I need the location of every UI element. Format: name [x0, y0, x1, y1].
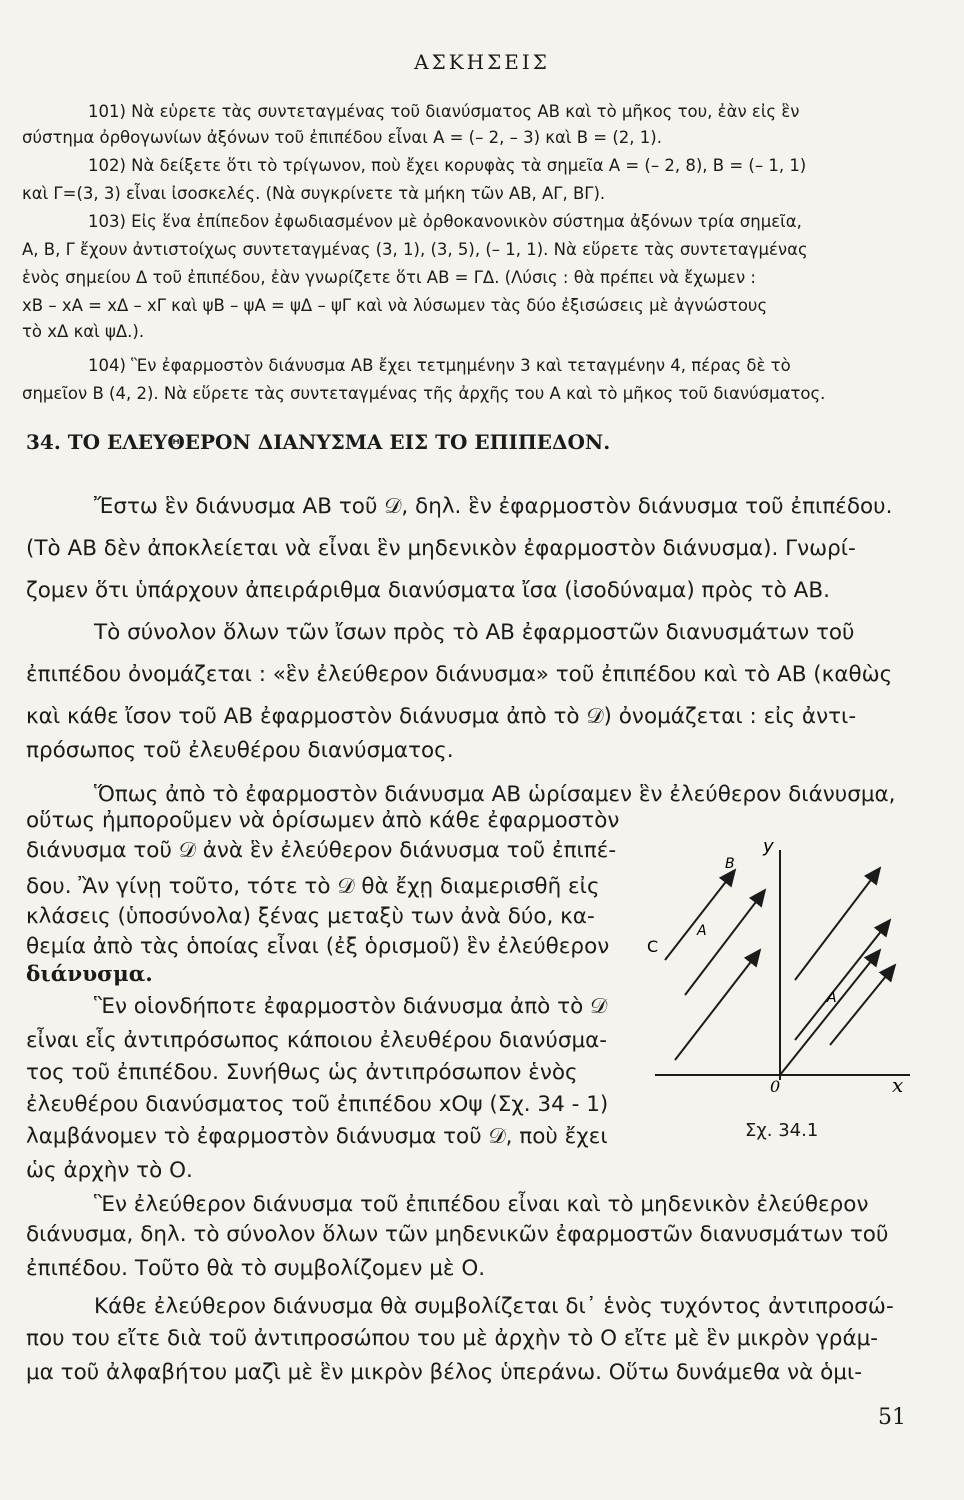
body-line-4: Τὸ σύνολον ὅλων τῶν ἴσων πρὸς τὸ ΑΒ ἐφαρμοστῶν διανυσμάτων τοῦ	[94, 620, 855, 645]
body-line-22: διάνυσμα, δηλ. τὸ σύνολον ὅλων τῶν μηδενικῶν ἐφαρμοστῶν διανυσμάτων τοῦ	[26, 1222, 889, 1247]
body-line-5: ἐπιπέδου ὀνομάζεται : «ἓν ἐλεύθερον διάνυσμα» τοῦ ἐπιπέδου καὶ τὸ ΑΒ (καθὼς	[26, 662, 893, 687]
body-line-15: Ἓν οἱονδήποτε ἐφαρμοστὸν διάνυσμα ἀπὸ τὸ 𝒟	[94, 994, 608, 1019]
axis-label-y: y	[763, 836, 774, 857]
exercise-102-line-2: καὶ Γ=(3, 3) εἶναι ἰσοσκελές. (Νὰ συγκρίνετε τὰ μήκη τῶν ΑΒ, ΑΓ, ΒΓ).	[22, 184, 606, 203]
body-line-8: Ὅπως ἀπὸ τὸ ἐφαρμοστὸν διάνυσμα ΑΒ ὡρίσαμεν ἓν ἐλεύθερον διάνυσμα,	[94, 782, 896, 807]
vector-arrow	[665, 870, 735, 960]
vector-arrow	[780, 950, 880, 1075]
exercise-104-line-1: 104) Ἓν ἐφαρμοστὸν διάνυσμα ΑΒ ἔχει τετμημένην 3 καὶ τεταγμένην 4, πέρας δὲ τὸ	[88, 356, 791, 375]
body-line-6: καὶ κάθε ἴσον τοῦ ΑΒ ἐφαρμοστὸν διάνυσμα ἀπὸ τὸ 𝒟) ὀνομάζεται : εἰς ἀντι-	[26, 704, 857, 729]
body-line-7: πρόσωπος τοῦ ἐλευθέρου διανύσματος.	[26, 738, 454, 763]
exercise-103-line-3: ἑνὸς σημείου Δ τοῦ ἐπιπέδου, ἐὰν γνωρίζετε ὅτι ΑΒ = ΓΔ. (Λύσις : θὰ πρέπει νὰ ἔχωμεν :	[22, 268, 756, 287]
body-line-23: ἐπιπέδου. Τοῦτο θὰ τὸ συμβολίζομεν μὲ Ο.	[26, 1256, 486, 1281]
vector-label-c: C	[647, 937, 659, 956]
vector-label-a2: A	[827, 990, 837, 1006]
body-line-16: εἶναι εἷς ἀντιπρόσωπος κάποιου ἐλευθέρου διανύσμα-	[26, 1028, 608, 1053]
body-line-2: (Τὸ ΑΒ δὲν ἀποκλείεται νὰ εἶναι ἓν μηδενικὸν ἐφαρμοστὸν διάνυσμα). Γνωρί-	[26, 536, 856, 561]
body-line-20: ὡς ἀρχὴν τὸ Ο.	[26, 1158, 193, 1183]
vector-arrow	[795, 868, 880, 980]
vector-label-b1: B	[725, 856, 735, 872]
vector-arrow	[795, 920, 890, 1040]
figure-34-1	[645, 830, 925, 1120]
vector-arrow	[675, 950, 760, 1060]
body-line-12: κλάσεις (ὑποσύνολα) ξένας μεταξὺ των ἀνὰ δύο, κα-	[26, 904, 595, 929]
figure-caption: Σχ. 34.1	[745, 1120, 819, 1141]
body-line-26: μα τοῦ ἀλφαβήτου μαζὶ μὲ ἓν μικρὸν βέλος ὑπεράνω. Οὕτω δυνάμεθα νὰ ὁμι-	[26, 1360, 863, 1385]
vector-arrow	[830, 965, 895, 1045]
exercise-102-line-1: 102) Νὰ δείξετε ὅτι τὸ τρίγωνον, ποὺ ἔχει κορυφὰς τὰ σημεῖα Α = (– 2, 8), Β = (– 1, 1)	[88, 156, 807, 175]
origin-label: 0	[770, 1077, 781, 1096]
exercise-103-line-1: 103) Εἰς ἕνα ἐπίπεδον ἐφωδιασμένον μὲ ὀρθοκανονικὸν σύστημα ἀξόνων τρία σημεῖα,	[88, 212, 802, 231]
body-line-10: διάνυσμα τοῦ 𝒟 ἀνὰ ἓν ἐλεύθερον διάνυσμα τοῦ ἐπιπέ-	[26, 838, 617, 863]
exercise-104-line-2: σημεῖον Β (4, 2). Νὰ εὕρετε τὰς συντεταγμένας τῆς ἀρχῆς του Α καὶ τὸ μῆκος τοῦ διανύσματος.	[22, 384, 826, 403]
body-line-9: οὕτως ἠμποροῦμεν νὰ ὁρίσωμεν ἀπὸ κάθε ἐφαρμοστὸν	[26, 808, 620, 833]
body-line-21: Ἓν ἐλεύθερον διάνυσμα τοῦ ἐπιπέδου εἶναι καὶ τὸ μηδενικὸν ἐλεύθερον	[94, 1192, 869, 1217]
body-line-3: ζομεν ὅτι ὑπάρχουν ἀπειράριθμα διανύσματα ἴσα (ἰσοδύναμα) πρὸς τὸ ΑΒ.	[26, 578, 830, 603]
exercise-103-line-5: τὸ xΔ καὶ ψΔ.).	[22, 322, 145, 341]
body-line-24: Κάθε ἐλεύθερον διάνυσμα θὰ συμβολίζεται δι᾽ ἑνὸς τυχόντος ἀντιπροσώ-	[94, 1294, 894, 1319]
body-line-25: που του εἴτε διὰ τοῦ ἀντιπροσώπου του μὲ ἀρχὴν τὸ Ο εἴτε μὲ ἓν μικρὸν γράμ-	[26, 1326, 879, 1351]
section-title: ΤΟ ΕΛΕΥΘΕΡΟΝ ΔΙΑΝΥΣΜΑ ΕΙΣ ΤΟ ΕΠΙΠΕΔΟΝ.	[67, 430, 611, 454]
exercise-101-line-1: 101) Νὰ εὑρετε τὰς συντεταγμένας τοῦ διανύσματος ΑΒ καὶ τὸ μῆκος του, ἐὰν εἰς ἓν	[88, 102, 800, 121]
exercise-103-line-2: Α, Β, Γ ἔχουν ἀντιστοίχως συντεταγμένας (3, 1), (3, 5), (– 1, 1). Νὰ εὕρετε τὰς συντεταγμένας	[22, 240, 808, 259]
page-header: ΑΣΚΗΣΕΙΣ	[414, 50, 550, 74]
axis-label-x: x	[892, 1073, 904, 1097]
exercise-101-line-2: σύστημα ὀρθογωνίων ἀξόνων τοῦ ἐπιπέδου εἶναι Α = (– 2, – 3) καὶ Β = (2, 1).	[22, 128, 662, 147]
exercise-103-line-4: xΒ – xΑ = xΔ – xΓ καὶ ψΒ – ψΑ = ψΔ – ψΓ καὶ νὰ λύσωμεν τὰς δύο ἐξισώσεις μὲ ἀγνώστους	[22, 296, 768, 315]
section-heading	[26, 430, 610, 454]
body-line-18: ἐλευθέρου διανύσματος τοῦ ἐπιπέδου xOψ (Σχ. 34 - 1)	[26, 1092, 609, 1117]
body-line-1: Ἔστω ἓν διάνυσμα ΑΒ τοῦ 𝒟, δηλ. ἓν ἐφαρμοστὸν διάνυσμα τοῦ ἐπιπέδου.	[94, 494, 893, 519]
body-line-17: τος τοῦ ἐπιπέδου. Συνήθως ὡς ἀντιπρόσωπον ἑνὸς	[26, 1060, 578, 1085]
body-line-11: δου. Ἂν γίνῃ τοῦτο, τότε τὸ 𝒟 θὰ ἔχῃ διαμερισθῆ εἰς	[26, 874, 600, 899]
body-line-13: θεμία ἀπὸ τὰς ὁποίας εἶναι (ἐξ ὁρισμοῦ) ἓν ἐλεύθερον	[26, 934, 610, 959]
page-number: 51	[878, 1405, 906, 1430]
section-number: 34.	[26, 430, 61, 454]
vector-label-a1: A	[697, 923, 707, 939]
vector-arrow	[685, 890, 765, 995]
body-line-19: λαμβάνομεν τὸ ἐφαρμοστὸν διάνυσμα τοῦ 𝒟, ποὺ ἔχει	[26, 1124, 608, 1149]
body-line-14: διάνυσμα.	[26, 962, 153, 987]
